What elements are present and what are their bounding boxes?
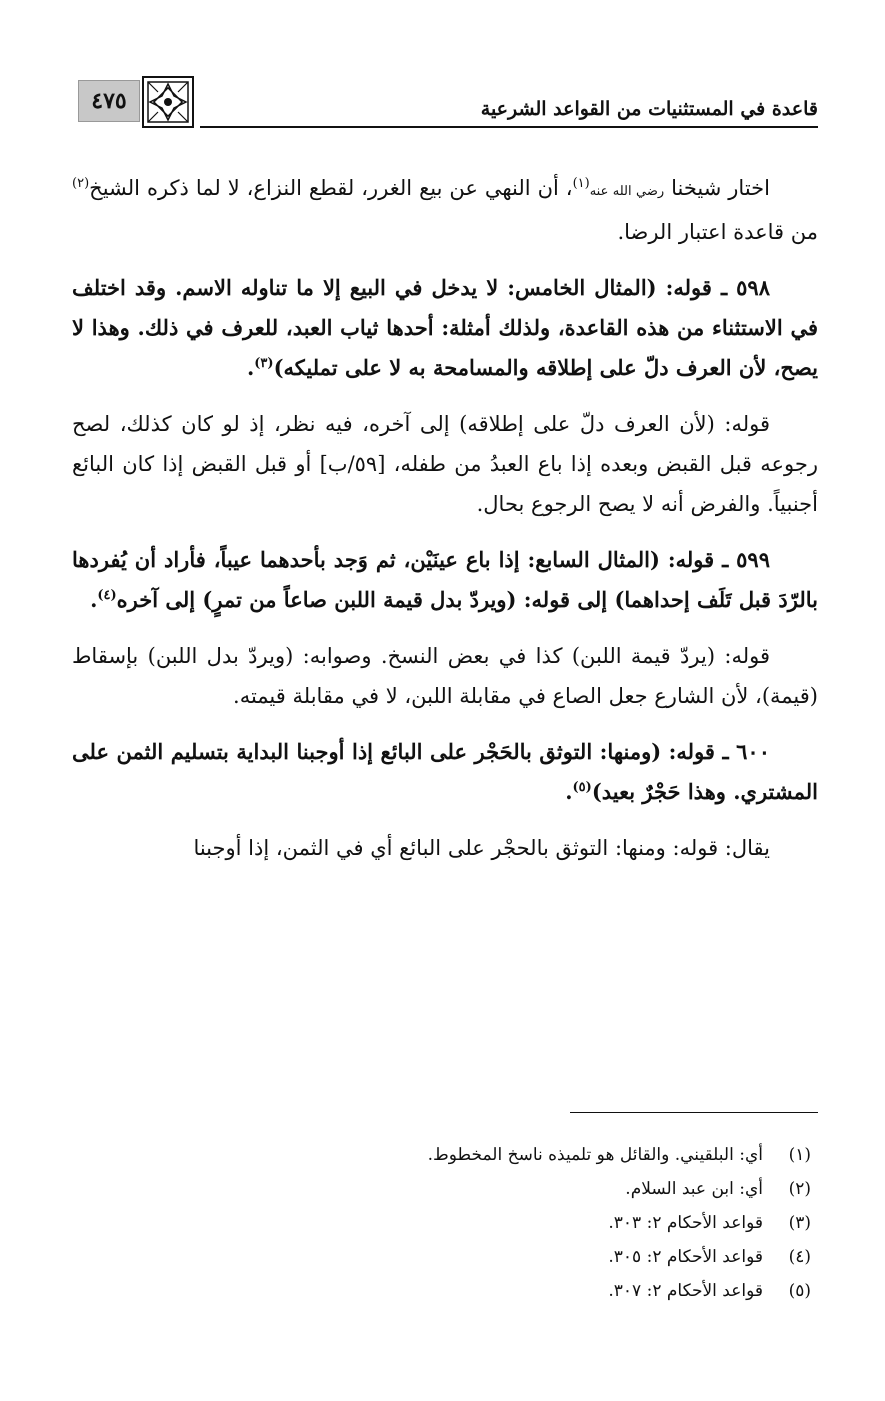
footnotes	[67, 1138, 811, 1308]
footnote-text: أي: البلقيني. والقائل هو تلميذه ناسخ المخطوط.	[427, 1145, 763, 1165]
text-segment: من قاعدة اعتبار الرضا.	[617, 220, 818, 244]
footnote-number: (٣)	[788, 1213, 811, 1233]
text-segment: قوله: (لأن العرف دلّ على إطلاقه) إلى آخره، فيه نظر، إذ لو كان كذلك، لصح رجوعه قبل القبض وبعده إذا باع العبدُ من طفله، [٥٩/ب] أو قبل القبض إذا كان البائع أجنبياً. والفرض أنه لا يصح الرجوع بحال.	[72, 412, 819, 516]
footnote-number: (٢)	[788, 1179, 811, 1199]
honorific: رضي الله عنه	[589, 184, 665, 199]
footnote-ref[interactable]: (٥)	[572, 780, 592, 795]
header-title: قاعدة في المستثنيات من القواعد الشرعية	[480, 98, 818, 120]
footnote-text: أي: ابن عبد السلام.	[625, 1179, 763, 1199]
footnote-ref[interactable]: (٤)	[97, 588, 117, 603]
text-segment: قوله: (المثال الخامس: لا يدخل في البيع إلا ما تناوله الاسم. وقد اختلف في الاستثناء من هذه القاعدة، ولذلك أمثلة: أحدها ثياب العبد، للعرف في ذلك. وهذا لا يصح، لأن العرف دلّ على إطلاقه والمسامحة به لا على تمليكه)	[72, 275, 818, 380]
paragraph	[72, 732, 818, 812]
footnote-ref[interactable]: (٣)	[254, 356, 274, 371]
header-rule	[200, 126, 818, 128]
footnote-text: قواعد الأحكام ٢: ٣٠٣.	[608, 1213, 763, 1233]
paragraph	[72, 268, 818, 388]
footnote-ref[interactable]: (٢)	[72, 176, 90, 191]
text-segment: .	[90, 587, 98, 612]
ornament-icon	[142, 76, 194, 128]
footnote-item	[67, 1274, 811, 1308]
paragraph	[72, 168, 818, 252]
footnote-item	[67, 1172, 811, 1206]
footnote-item	[67, 1206, 811, 1240]
text-segment: ، أن النهي عن بيع الغرر، لقطع النزاع، لا لما ذكره الشيخ	[89, 176, 573, 200]
entry-number: ٥٩٩ ـ	[722, 547, 770, 572]
footnote-item	[67, 1138, 811, 1172]
footnote-item	[67, 1240, 811, 1274]
footnote-text: قواعد الأحكام ٢: ٣٠٧.	[608, 1281, 763, 1301]
text-segment: .	[565, 779, 573, 804]
text-segment: قوله: (المثال السابع: إذا باع عينَيْن، ثم وَجد بأحدهما عيباً، فأراد أن يُفردها بالرّدَ قبل تَلَف إحداهما) إلى قوله: (ويردّ بدل قيمة اللبن صاعاً من تمرٍ) إلى آخره	[72, 547, 818, 612]
footnote-separator	[570, 1112, 818, 1113]
text-segment: قوله: (يردّ قيمة اللبن) كذا في بعض النسخ. وصوابه: (ويردّ بدل اللبن) بإسقاط (قيمة)، لأن الشارع جعل الصاع في مقابلة اللبن، لا في مقابلة قيمته.	[72, 644, 818, 708]
text-segment: .	[246, 355, 255, 380]
entry-number: ٥٩٨ ـ	[720, 275, 770, 300]
footnote-text: قواعد الأحكام ٢: ٣٠٥.	[608, 1247, 763, 1267]
page-number: ٤٧٥	[78, 80, 140, 122]
text-segment: يقال: قوله: ومنها: التوثق بالحجْر على البائع أي في الثمن، إذا أوجبنا	[193, 836, 770, 860]
footnote-ref[interactable]: (١)	[572, 176, 590, 191]
entry-number: ٦٠٠ ـ	[722, 739, 770, 764]
text-segment: قوله: (ومنها: التوثق بالحَجْر على البائع إذا أوجبنا البداية بتسليم الثمن على المشتري. وهذا حَجْرٌ بعيد)	[72, 739, 818, 804]
running-header	[78, 70, 818, 128]
paragraph	[72, 404, 818, 524]
paragraph	[72, 540, 818, 620]
main-text	[72, 168, 818, 884]
text-segment: اختار شيخنا	[664, 176, 770, 200]
footnote-number: (٤)	[788, 1247, 811, 1267]
footnote-number: (٥)	[788, 1281, 811, 1301]
paragraph	[72, 636, 818, 716]
footnote-number: (١)	[788, 1145, 811, 1165]
paragraph	[72, 828, 818, 868]
